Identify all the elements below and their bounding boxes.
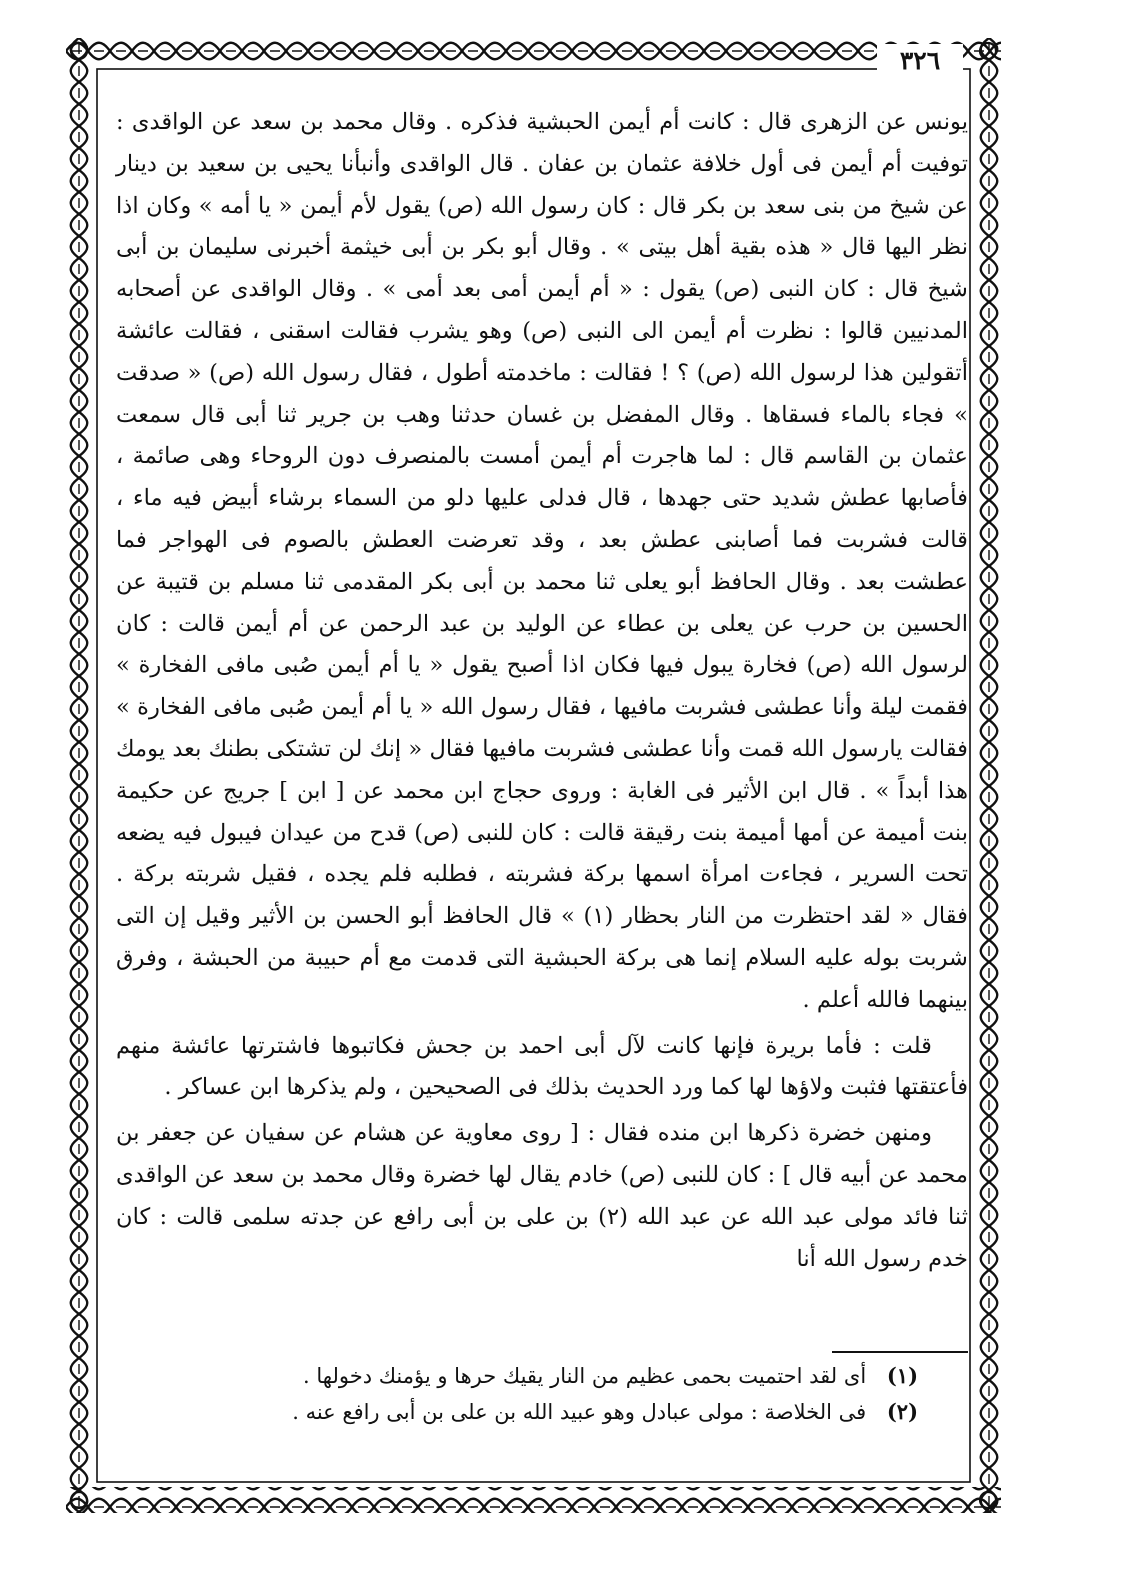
footnote-2: [118, 1394, 918, 1430]
footnote-separator: [832, 1351, 968, 1353]
page-number: ٣٢٦: [877, 44, 963, 78]
footnote-text: فى الخلاصة : مولى عبادل وهو عبيد الله بن على بن أبى رافع عنه .: [292, 1400, 867, 1424]
main-text: [116, 102, 968, 1280]
paragraph-barira: قلت : فأما بريرة فإنها كانت لآل أبى احمد بن جحش فكاتبوها فاشترتها عائشة منهم فأعتقتها فثبت ولاؤها لها كما ورد الحديث بذلك فى الصحيحين ، ولم يذكرها ابن عساكر .: [116, 1032, 968, 1101]
paragraph-umm-ayman: يونس عن الزهرى قال : كانت أم أيمن الحبشية فذكره . وقال محمد بن سعد عن الواقدى : توفيت أم أيمن فى أول خلافة عثمان بن عفان . قال الواقدى وأنبأنا يحيى بن سعيد بن دينار عن شيخ من بنى سعد بن بكر قال : كان رسول الله (ص) يقول لأم أيمن « يا أمه » وكان اذا نظر اليها قال « هذه بقية أهل بيتى » . وقال أبو بكر بن أبى خيثمة أخبرنى سليمان بن أبى شيخ قال : كان النبى (ص) يقول : « أم أيمن أمى بعد أمى » . وقال الواقدى عن أصحابه المدنيين قالوا : نظرت أم أيمن الى النبى (ص) وهو يشرب فقالت اسقنى ، فقالت عائشة أتقولين هذا لرسول الله (ص) ؟ ! فقالت : ماخدمته أطول ، فقال رسول الله (ص) « صدقت » فجاء بالماء فسقاها . وقال المفضل بن غسان حدثنا وهب بن جرير ثنا أبى قال سمعت عثمان بن القاسم قال : لما هاجرت أم أيمن أمست بالمنصرف دون الروحاء وهى صائمة ، فأصابها عطش شديد حتى جهدها ، قال فدلى عليها دلو من السماء برشاء أبيض فيه ماء ، قالت فشربت فما أصابنى عطش بعد ، وقد تعرضت العطش بالصوم فى الهواجر فما عطشت بعد . وقال الحافظ أبو يعلى ثنا محمد بن أبى بكر المقدمى ثنا مسلم بن قتيبة عن الحسين بن حرب عن يعلى بن عطاء عن الوليد بن عبد الرحمن عن أم أيمن قالت : كان لرسول الله (ص) فخارة يبول فيها فكان اذا أصبح يقول « يا أم أيمن صُبى مافى الفخارة » فقمت ليلة وأنا عطشى فشربت مافيها ، فقال رسول الله « يا أم أيمن صُبى مافى الفخارة » فقالت يارسول الله قمت وأنا عطشى فشربت مافيها فقال « إنك لن تشتكى بطنك بعد يومك هذا أبداً » . قال ابن الأثير فى الغابة : وروى حجاج ابن محمد عن [ ابن ] جريج عن حكيمة بنت أميمة عن أمها أميمة بنت رقيقة قالت : كان للنبى (ص) قدح من عيدان فيبول فيه يضعه تحت السرير ، فجاءت امرأة اسمها بركة فشربته ، فطلبه فلم يجده ، فقيل شربته بركة . فقال « لقد احتظرت من النار بحظار (١) » قال الحافظ أبو الحسن بن الأثير وقيل إن التى شربت بوله عليه السلام إنما هى بركة الحبشية التى قدمت مع أم حبيبة من الحبشة ، وفرق بينهما فالله أعلم .: [116, 109, 968, 1013]
footnote-number: (٢): [886, 1399, 918, 1424]
footnote-1: [118, 1358, 918, 1394]
footnote-text: أى لقد احتميت بحمى عظيم من النار يقيك حرها و يؤمنك دخولها .: [303, 1364, 867, 1388]
paragraph-khadra: ومنهن خضرة ذكرها ابن منده فقال : [ روى معاوية عن هشام عن سفيان عن جعفر بن محمد عن أبيه قال ] : كان للنبى (ص) خادم يقال لها خضرة وقال محمد بن سعد عن الواقدى ثنا فائد مولى عبد الله عن عبد الله (٢) بن على بن أبى رافع عن جدته سلمى قالت : كان خدم رسول الله أنا: [116, 1120, 968, 1272]
page-content: [116, 102, 968, 1424]
footnotes: [118, 1358, 918, 1430]
footnote-number: (١): [886, 1363, 918, 1388]
